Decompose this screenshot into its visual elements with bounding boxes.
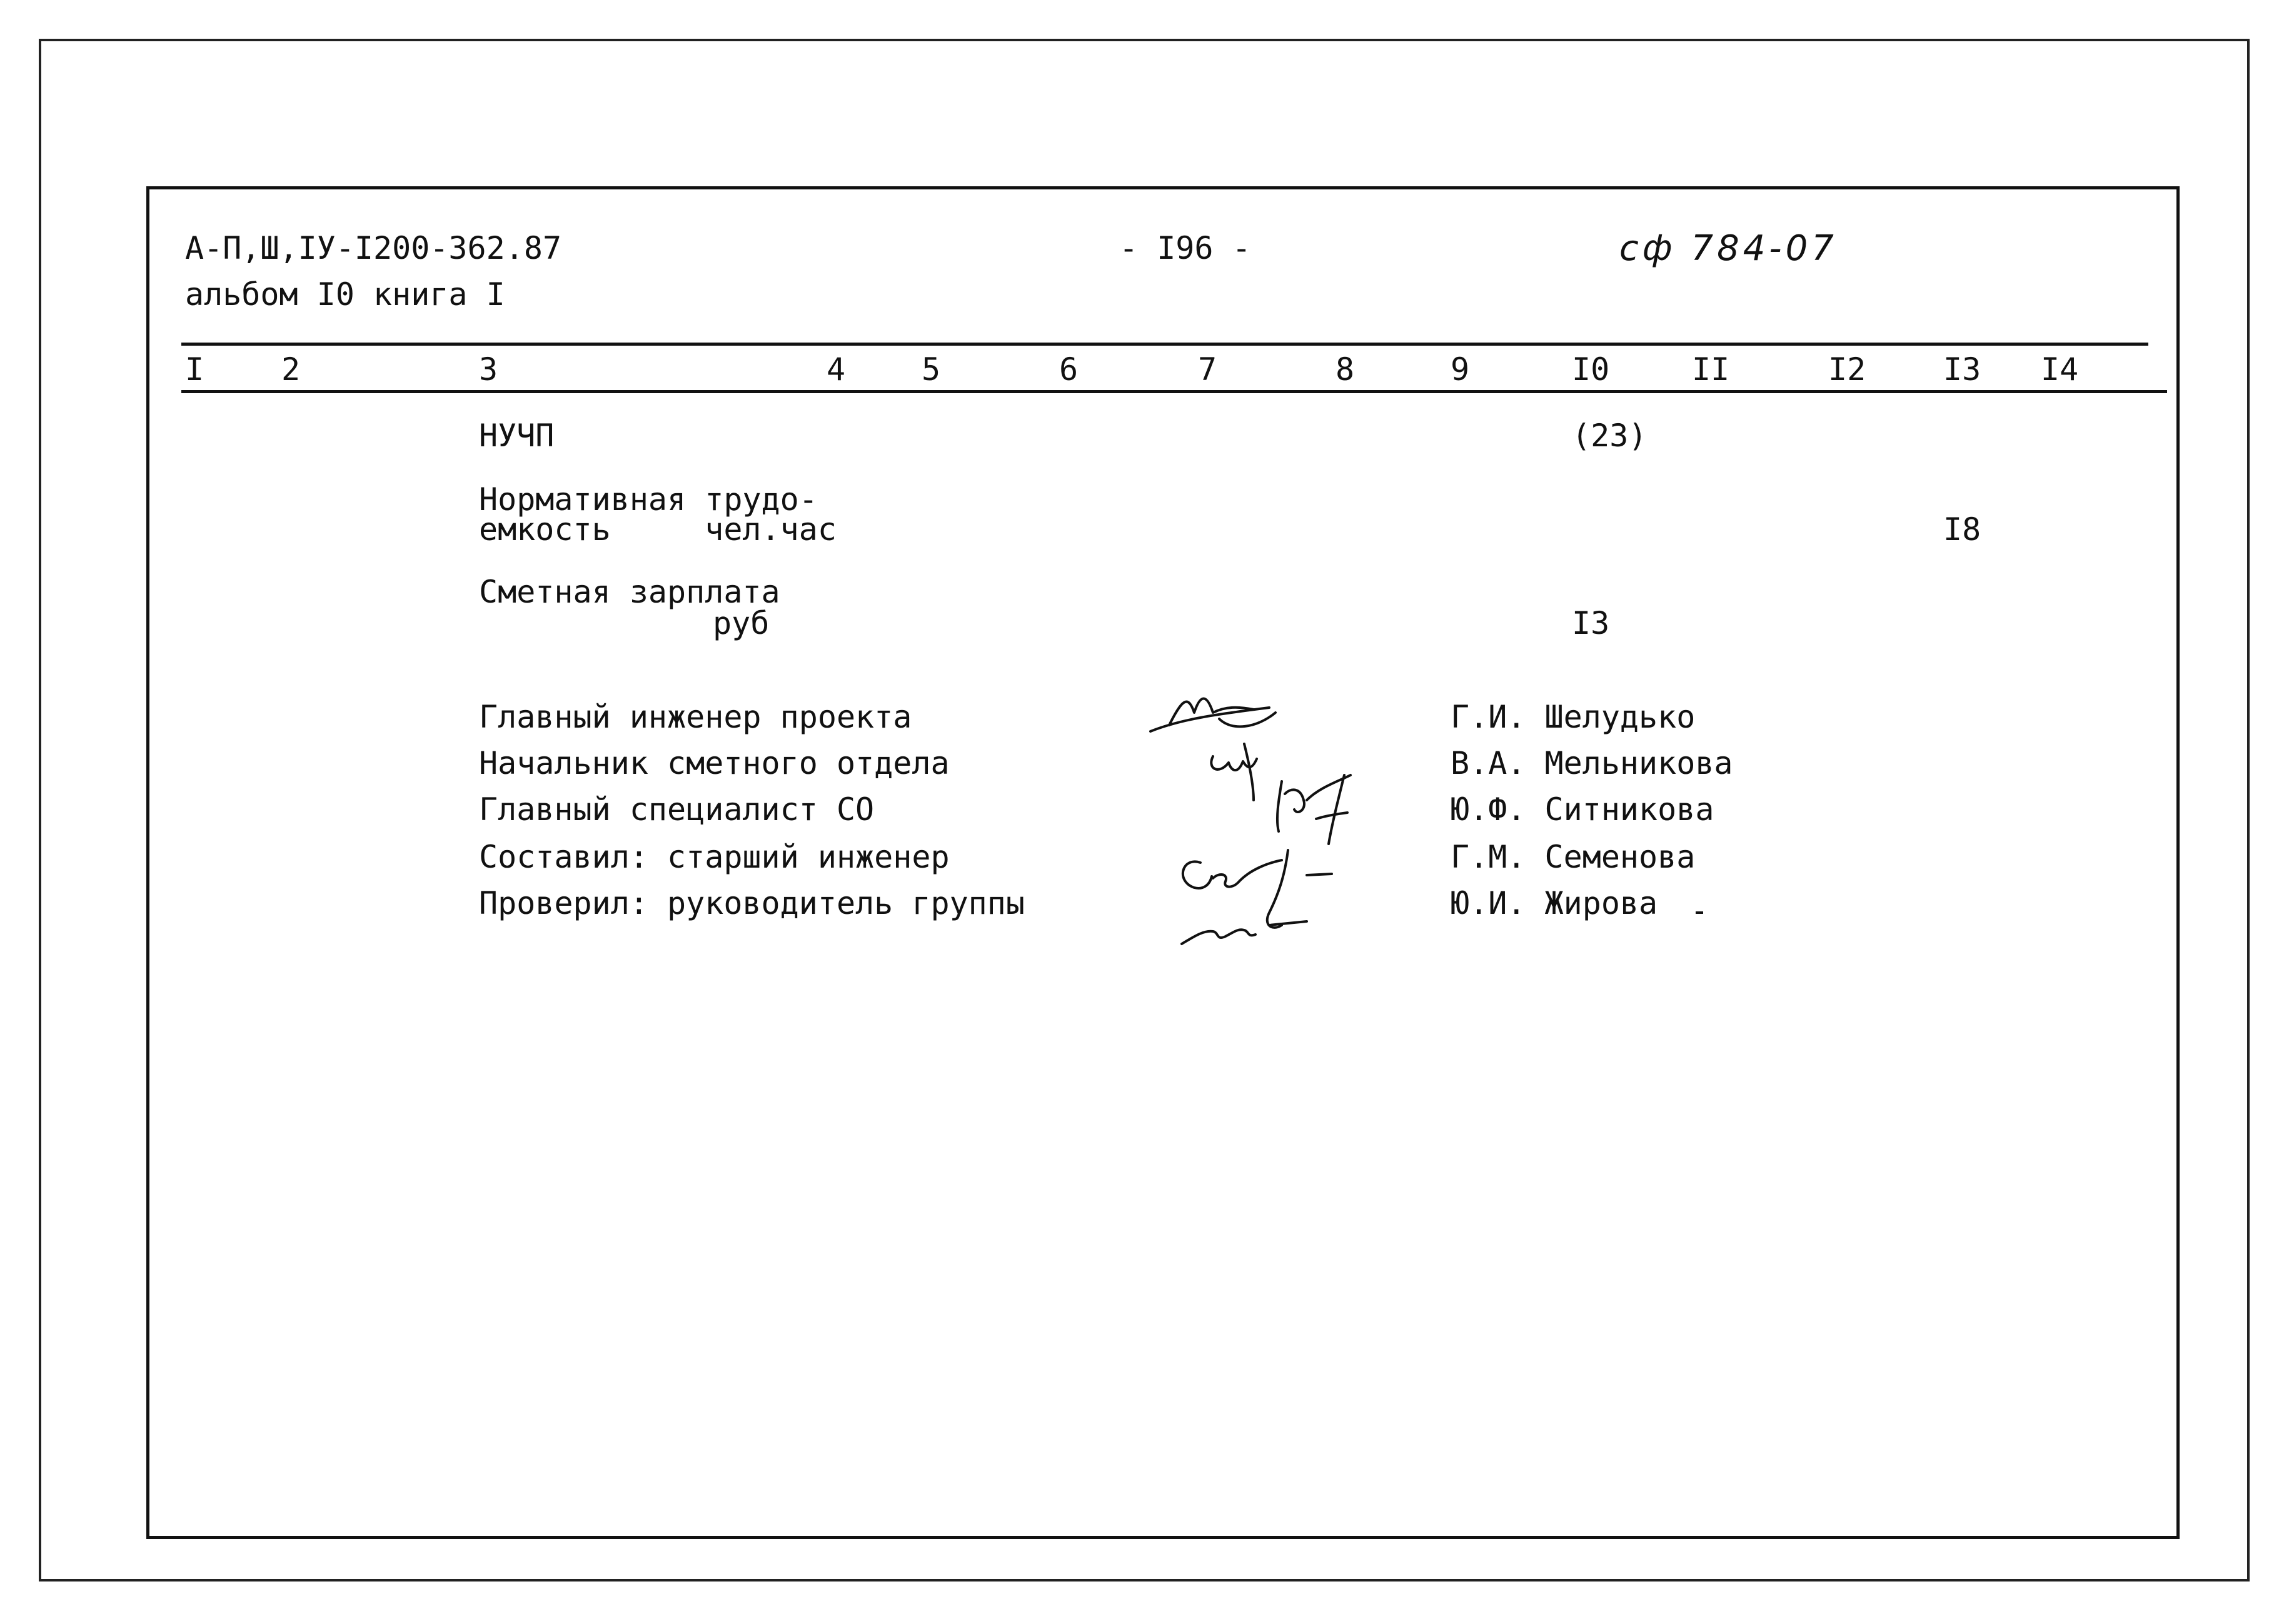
column-number: 4 (827, 351, 846, 388)
signatory-role: Проверил: руководитель группы (479, 885, 1025, 921)
signature-compiler (1183, 850, 1332, 928)
column-number: 3 (479, 351, 498, 388)
signatory-role: Составил: старший инженер (479, 839, 950, 875)
signature-chief-specialist (1277, 775, 1351, 844)
column-number: II (1692, 351, 1730, 388)
signatory-name: Ю.И. Жирова (1451, 885, 1658, 921)
signature-estimates-head (1211, 744, 1257, 800)
signatory-name: Г.М. Семенова (1451, 839, 1696, 875)
labor-value: I8 (1943, 511, 1981, 548)
trailing-mark (1696, 911, 1703, 914)
labor-label-line1: Нормативная трудо- (479, 481, 818, 518)
doc-code: А-П,Ш,IУ-I200-362.87 (185, 230, 562, 266)
signature-chief-engineer (1150, 699, 1275, 732)
signatory-role: Начальник сметного отдела (479, 745, 950, 781)
signatory-name: В.А. Мельникова (1451, 745, 1733, 781)
column-number: 7 (1198, 351, 1217, 388)
column-number: 6 (1059, 351, 1079, 388)
column-number: I3 (1943, 351, 1981, 388)
header-rule-bottom (181, 390, 2167, 393)
signatory-role: Главный специалист СО (479, 791, 875, 828)
column-number: I4 (2041, 351, 2079, 388)
signature-group-head (1182, 921, 1307, 944)
page-number: - I96 - (1119, 230, 1251, 266)
salary-label-line2: руб (713, 605, 770, 641)
column-number: I2 (1828, 351, 1866, 388)
header-rule-top (181, 343, 2148, 346)
nuchp-label: НУЧП (479, 418, 555, 454)
labor-label-line2: емкость чел.час (479, 511, 837, 548)
signatory-name: Ю.Ф. Ситникова (1451, 791, 1714, 828)
column-number: 2 (281, 351, 301, 388)
salary-value: I3 (1572, 605, 1610, 641)
nuchp-value: (23) (1572, 418, 1648, 454)
column-number: I (185, 351, 204, 388)
album-info: альбом I0 книга I (185, 276, 505, 313)
column-number: 9 (1451, 351, 1470, 388)
handwritten-code: сф 784-07 (1619, 228, 1838, 269)
handwritten-signatures (1144, 675, 1382, 950)
column-number: 5 (922, 351, 941, 388)
column-number: 8 (1336, 351, 1355, 388)
signatory-name: Г.И. Шелудько (1451, 699, 1696, 735)
salary-label-line1: Сметная зарплата (479, 574, 780, 610)
column-number: I0 (1572, 351, 1610, 388)
signatory-role: Главный инженер проекта (479, 699, 912, 735)
